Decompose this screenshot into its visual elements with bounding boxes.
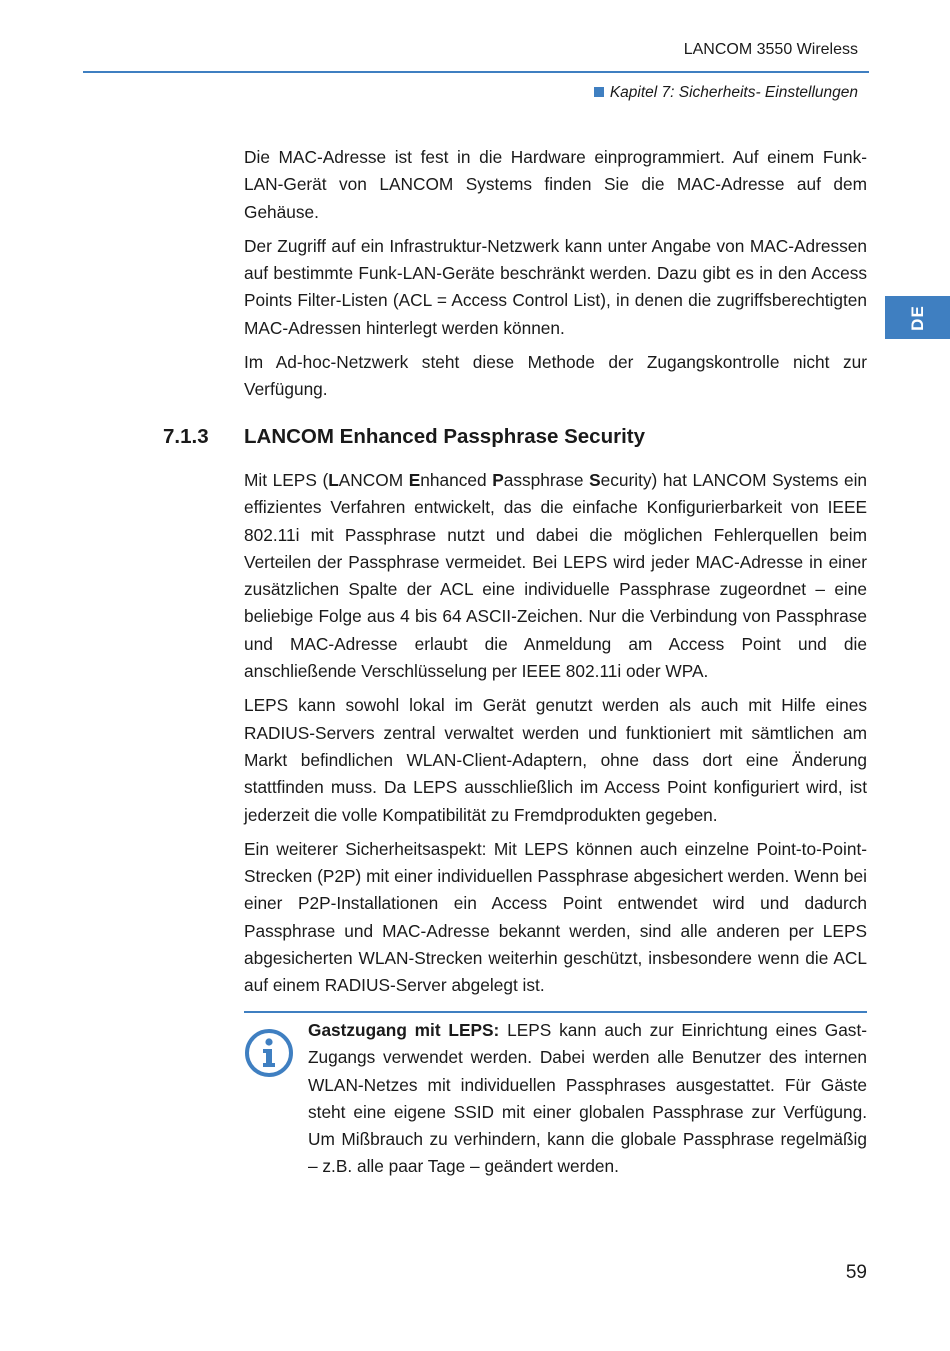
- note-body: LEPS kann auch zur Einrichtung eines Gast-Zugangs verwendet werden. Dabei werden alle Benutzer des internen WLAN-Netzes mit individuellen Passphrases ausgestattet. Für Gäste steht eine eigene SSID mit einer globalen Passphrase zur Verfügung. Um Mißbrauch zu verhindern, kann die globale Passphrase regelmäßig – z.B. alle paar Tage – geändert werden.: [308, 1020, 867, 1177]
- header-title: LANCOM 3550 Wireless: [683, 41, 858, 58]
- chapter-square-icon: [594, 87, 604, 97]
- note-rule: [244, 1011, 867, 1013]
- chapter-label: [594, 84, 858, 102]
- chapter-text: Kapitel 7: Sicherheits- Einstellungen: [609, 84, 858, 101]
- note-block: [308, 1017, 867, 1188]
- section-paragraph-3: Ein weiterer Sicherheitsaspekt: Mit LEPS können auch einzelne Point-to-Point-Strecken (P2P) mit einer individuellen Passphrase abgesichert werden. Wenn bei einer P2P-Installationen ein Access Point entwendet wird und dadurch Passphrase und MAC-Adresse bekannt werden, sind alle anderen per LEPS abgesicherten WLAN-Strecken weiterhin geschützt, insbesondere wenn die ACL auf einem RADIUS-Server abgelegt ist.: [244, 838, 867, 996]
- section-block: [244, 467, 867, 1007]
- intro-paragraph-3: Im Ad-hoc-Netzwerk steht diese Methode der Zugangskontrolle nicht zur Verfügung.: [244, 352, 867, 400]
- section-paragraph-2: LEPS kann sowohl lokal im Gerät genutzt werden als auch mit Hilfe eines RADIUS-Servers zentral verwaltet werden und funktioniert mit sämtlichen am Markt befindlichen WLAN-Client-Adaptern, ohne dass dort eine Änderung stattfinden muss. Da LEPS ausschließlich im Access Point konfiguriert wird, ist jederzeit die volle Kompatibilität zu Fremdprodukten gegeben.: [244, 695, 867, 825]
- intro-paragraph-1: Die MAC-Adresse ist fest in die Hardware einprogrammiert. Auf einem Funk-LAN-Gerät von LANCOM Systems finden Sie die MAC-Adresse auf dem Gehäuse.: [244, 147, 867, 222]
- section-number: 7.1.3: [163, 425, 209, 448]
- page-number: 59: [845, 1262, 867, 1283]
- info-icon: [244, 1028, 294, 1078]
- section-paragraph-1: Mit LEPS (LANCOM Enhanced Passphrase Security) hat LANCOM Systems ein effizientes Verfahren entwickelt, das die einfache Konfigurierbarkeit von IEEE 802.11i mit Passphrase nutzt und dabei die möglichen Fehlerquellen beim Verteilen der Passphrase vermeidet. Bei LEPS wird jeder MAC-Adresse in einer zusätzlichen Spalte der ACL eine individuelle Passphrase zugeordnet – eine beliebige Folge aus 4 bis 64 ASCII-Zeichen. Nur die Verbindung von Passphrase und MAC-Adresse erlaubt die Anmeldung am Access Point und die anschließende Verschlüsselung per IEEE 802.11i oder WPA.: [244, 470, 868, 682]
- language-tab-label: DE: [907, 304, 927, 331]
- section-title: LANCOM Enhanced Passphrase Security: [244, 425, 646, 448]
- language-tab: [885, 296, 950, 339]
- note-title: Gastzugang mit LEPS:: [308, 1020, 500, 1040]
- note-paragraph: [308, 1017, 867, 1181]
- header-rule: [83, 71, 869, 73]
- intro-block: [244, 144, 867, 411]
- section-heading: [163, 425, 867, 449]
- intro-paragraph-2: Der Zugriff auf ein Infrastruktur-Netzwerk kann unter Angabe von MAC-Adressen auf bestimmte Funk-LAN-Geräte beschränkt werden. Dazu gibt es in den Access Points Filter-Listen (ACL = Access Control List), in denen die zugriffsberechtigten MAC-Adressen hinterlegt werden können.: [244, 235, 867, 338]
